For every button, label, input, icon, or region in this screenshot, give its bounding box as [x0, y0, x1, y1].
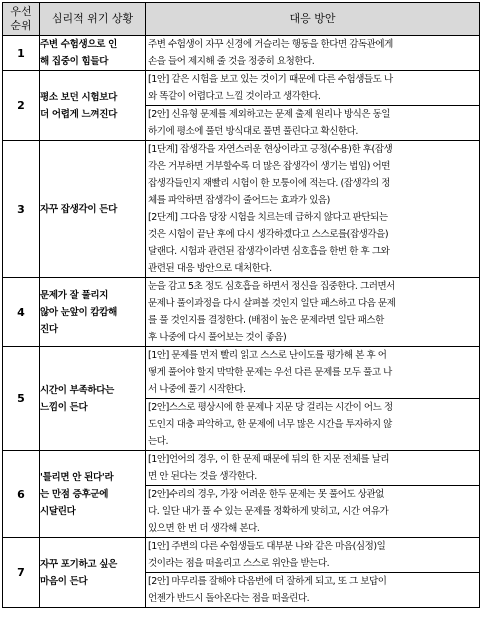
- response-block: [146, 572, 479, 607]
- response-line: [1안] 문제를 먼저 빨리 읽고 스스로 난이도를 평가해 본 후 어: [148, 350, 387, 361]
- priority-cell: 4: [3, 278, 40, 347]
- table-row: [3, 451, 480, 538]
- response-line: 는다.: [148, 436, 169, 447]
- priority-cell: 1: [3, 36, 40, 71]
- situation-line: 더 어렵게 느껴진다: [40, 108, 118, 120]
- response-line: [2단계] 그다음 당장 시험을 치르는데 급하지 않다고 판단되는: [148, 212, 388, 223]
- priority-header-line1: 우선: [10, 5, 32, 18]
- situation-cell: [40, 451, 146, 538]
- response-block: [146, 538, 479, 572]
- response-cell: [146, 36, 480, 71]
- priority-cell: 5: [3, 347, 40, 451]
- response-line: [2안] 신유형 문제를 제외하고는 문제 출제 원리나 방식은 동일: [148, 109, 391, 120]
- table-row: [3, 278, 480, 347]
- response-cell: [146, 141, 480, 278]
- situation-line: '틀리면 안 된다'라: [40, 471, 114, 483]
- situation-line: 시달린다: [40, 505, 76, 517]
- situation-header: 심리적 위기 상황: [40, 3, 146, 36]
- response-line: 언젠가 반드시 돌아온다는 점을 떠올린다.: [148, 593, 310, 604]
- response-block: [146, 105, 479, 140]
- response-line: [1안] 주변의 다른 수험생들도 대부분 나와 같은 마음(심정)일: [148, 541, 386, 552]
- response-line: [1안] 같은 시험을 보고 있는 것이기 때문에 다른 수험생들도 나: [148, 74, 393, 85]
- response-line: 있으면 한 번 더 생각해 본다.: [148, 523, 260, 534]
- response-block: [146, 451, 479, 485]
- priority-header: [3, 3, 40, 36]
- response-block: [146, 278, 479, 346]
- response-line: 잡생각들인지 재빨리 시험이 한 모퉁이에 적는다. (잡생각의 정: [148, 178, 390, 189]
- response-block: [146, 141, 479, 277]
- situation-cell: [40, 278, 146, 347]
- response-line: 하기에 평소에 풀던 방식대로 풀면 풀린다고 확신한다.: [148, 126, 358, 137]
- response-line: 주변 수험생이 자꾸 신경에 거슬리는 행동을 한다면 감독관에게: [148, 39, 393, 50]
- situation-line: 자꾸 포기하고 싶은: [40, 558, 118, 570]
- table-row: [3, 141, 480, 278]
- response-header: 대응 방안: [146, 3, 480, 36]
- response-line: 눈을 감고 5초 정도 심호흡을 하면서 정신을 집중한다. 그러면서: [148, 281, 395, 292]
- situation-line: 문제가 잘 풀리지: [40, 289, 109, 301]
- response-block: [146, 71, 479, 105]
- situation-cell: [40, 538, 146, 608]
- situation-line: 자꾸 잡생각이 든다: [40, 203, 118, 215]
- priority-cell: 6: [3, 451, 40, 538]
- response-cell: [146, 347, 480, 451]
- response-line: 것이라는 점을 떠올리고 스스로 위안을 받는다.: [148, 558, 330, 569]
- response-line: 문제나 풀이과정을 다시 살펴볼 것인지 일단 패스하고 다음 문제: [148, 298, 396, 309]
- response-line: 다. 일단 내가 풀 수 있는 문제를 정확하게 맞히고, 시간 여유가: [148, 506, 389, 517]
- table-row: [3, 347, 480, 451]
- situation-line: 주변 수험생으로 인: [40, 39, 118, 50]
- table-body: [3, 36, 480, 608]
- response-line: [2안] 마무리를 잘해야 다음번에 더 잘하게 되고, 또 그 보답이: [148, 576, 387, 587]
- situation-line: 해 집중이 힘들다: [40, 56, 109, 67]
- response-line: 손을 들어 제지해 줄 것을 정중히 요청한다.: [148, 56, 315, 67]
- situation-cell: [40, 347, 146, 451]
- response-line: 달랜다. 시험과 관련된 잡생각이라면 심호흡을 한번 한 후 그와: [148, 246, 390, 257]
- priority-header-line2: 순위: [10, 19, 32, 32]
- table-row: [3, 71, 480, 141]
- response-cell: [146, 71, 480, 141]
- situation-line: 는 만점 증후군에: [40, 488, 109, 500]
- header-row: [3, 3, 480, 36]
- response-line: 서 나중에 풀기 시작한다.: [148, 384, 246, 395]
- response-line: 후 나중에 다시 풀어보는 것이 좋음): [148, 332, 287, 343]
- response-cell: [146, 278, 480, 347]
- response-block: [146, 485, 479, 537]
- response-line: [2안]수리의 경우, 가장 어려운 한두 문제는 못 풀어도 상관없: [148, 489, 384, 500]
- response-line: [2안]스스로 평상시에 한 문제나 지문 당 걸리는 시간이 어느 정: [148, 402, 393, 413]
- priority-cell: 3: [3, 141, 40, 278]
- response-line: 면 안 된다는 것을 생각한다.: [148, 471, 257, 482]
- situation-cell: [40, 71, 146, 141]
- response-cell: [146, 451, 480, 538]
- situation-cell: [40, 36, 146, 71]
- situation-line: 느낌이 든다: [40, 401, 88, 413]
- priority-cell: 7: [3, 538, 40, 608]
- response-cell: [146, 538, 480, 608]
- response-line: 것은 시험이 끝난 후에 다시 생각하겠다고 스스로를(잡생각을): [148, 229, 389, 240]
- response-line: 를 풀 것인지를 결정한다. (배점이 높은 문제라면 일단 패스한: [148, 315, 384, 326]
- response-line: 와 똑같이 어렵다고 느낄 것이라고 생각한다.: [148, 91, 321, 102]
- response-line: [1단계] 잡생각을 자연스러운 현상이라고 긍정(수용)한 후(잡생: [148, 144, 393, 155]
- response-line: 떻게 풀어야 할지 막막한 문제는 우선 다른 문제를 모두 풀고 나: [148, 367, 392, 378]
- response-line: 도인지 대충 파악하고, 한 문제에 너무 많은 시간을 투자하지 않: [148, 419, 392, 430]
- table-row: [3, 538, 480, 608]
- situation-line: 않아 눈앞이 캄캄해: [40, 306, 118, 318]
- response-line: 체를 파악하면 잡생각이 줄어드는 효과가 있음): [148, 195, 330, 206]
- response-line: 관련된 대응 방안으로 대처한다.: [148, 263, 272, 274]
- response-block: [146, 347, 479, 398]
- situation-line: 시간이 부족하다는: [40, 384, 115, 396]
- situation-cell: [40, 141, 146, 278]
- situation-line: 평소 보던 시험보다: [40, 91, 118, 103]
- response-line: [1안]언어의 경우, 이 한 문제 때문에 뒤의 한 지문 전체를 날리: [148, 454, 390, 465]
- situation-line: 마음이 든다: [40, 575, 88, 587]
- coping-table: [2, 2, 480, 608]
- situation-line: 진다: [40, 323, 58, 335]
- response-block: [146, 36, 479, 70]
- table-row: [3, 36, 480, 71]
- priority-cell: 2: [3, 71, 40, 141]
- response-line: 각은 거부하면 거부할수록 더 많은 잡생각이 생기는 법임) 어떤: [148, 161, 390, 172]
- response-block: [146, 398, 479, 450]
